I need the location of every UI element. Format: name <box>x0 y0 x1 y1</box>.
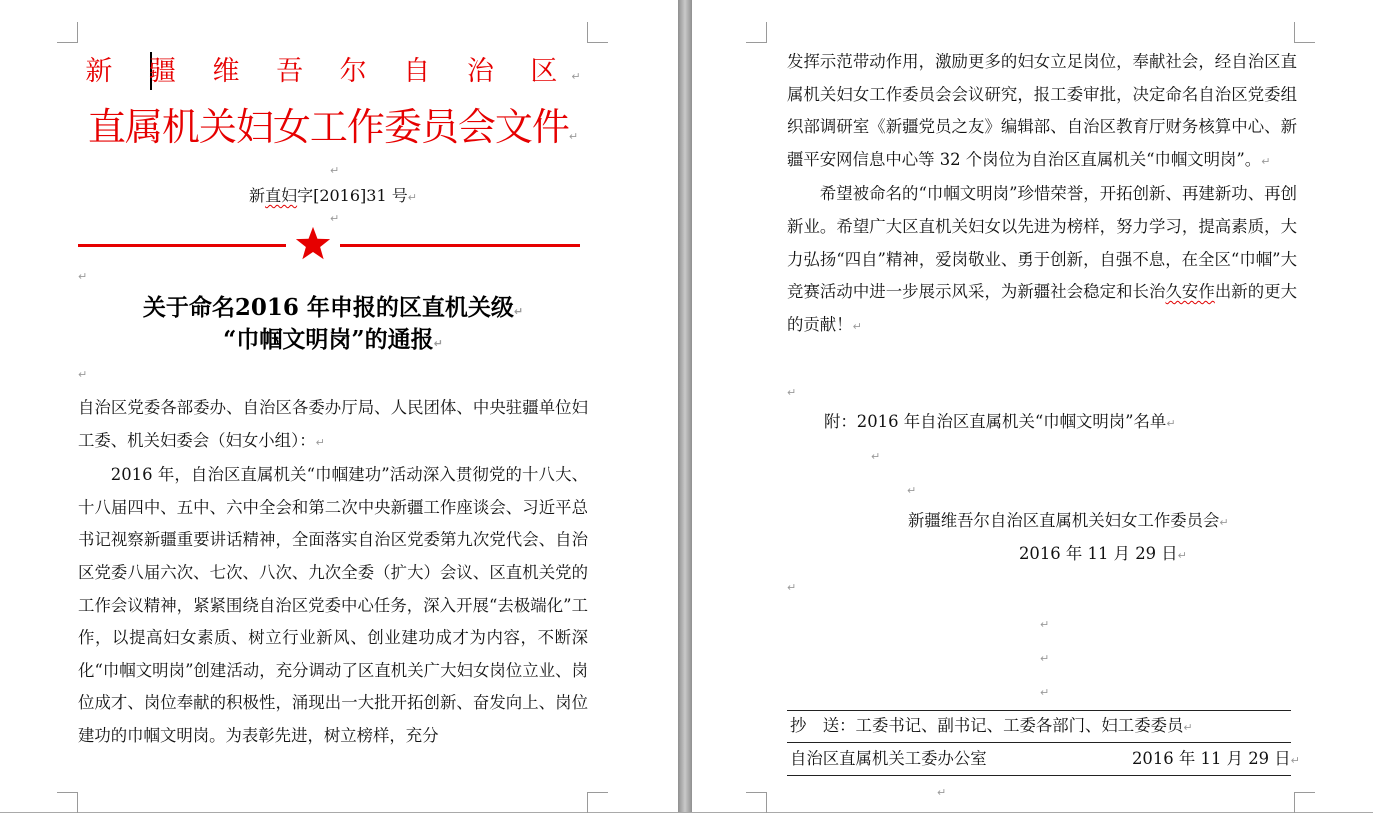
header-region-name: 新 疆 维 吾 尔 自 治 区↵ <box>85 56 581 87</box>
cc-top-rule <box>787 710 1291 711</box>
notice-title-line2: “巾帼文明岗”的通报↵ <box>223 326 443 353</box>
signature-organization: 新疆维吾尔自治区直属机关妇女工作委员会↵ <box>908 511 1229 530</box>
paragraph-mark: ↵ <box>907 484 917 497</box>
paragraph-mark: ↵ <box>571 70 581 83</box>
paragraph-mark: ↵ <box>1040 618 1050 631</box>
crop-mark-bottom-left <box>57 792 78 813</box>
star-icon <box>294 225 332 263</box>
issuer-office: 自治区直属机关工委办公室 <box>790 749 987 768</box>
salutation: 自治区党委各部委办、自治区各委办厅局、人民团体、中央驻疆单位妇工委、机关妇委会（妇女小组）：↵ <box>78 398 588 450</box>
crop-mark-top-right <box>587 22 608 43</box>
document-number: 新直妇字[2016]31 号↵ <box>249 186 417 205</box>
paragraph-mark: ↵ <box>78 368 88 381</box>
left-body-text[interactable] <box>78 392 588 753</box>
paragraph-mark: ↵ <box>937 786 947 799</box>
crop-mark-top-right <box>1294 22 1315 43</box>
paragraph-mark: ↵ <box>330 212 340 225</box>
body-paragraph-continued: 发挥示范带动作用，激励更多的妇女立足岗位，奉献社会，经自治区直属机关妇女工作委员会会议研究，报工委审批，决定命名自治区党委组织部调研室《新疆党员之友》编辑部、自治区教育厅财务核算中心、新疆平安网信息中心等 32 个岗位为自治区直属机关“巾帼文明岗”。↵ <box>787 52 1297 169</box>
issue-date: 2016 年 11 月 29 日↵ <box>1132 749 1300 768</box>
paragraph-mark: ↵ <box>1040 652 1050 665</box>
crop-mark-bottom-left <box>746 792 767 813</box>
crop-mark-top-left <box>57 22 78 43</box>
signature-date: 2016 年 11 月 29 日↵ <box>1019 544 1187 563</box>
paragraph-mark: ↵ <box>871 450 881 463</box>
paragraph-mark: ↵ <box>330 164 340 177</box>
cc-line: 抄 送：工委书记、副书记、工委各部门、妇工委委员↵ <box>790 716 1193 735</box>
page-gutter <box>678 0 692 812</box>
header-document-title: 直属机关妇女工作委员会文件↵ <box>87 105 579 149</box>
crop-mark-bottom-right <box>1294 792 1315 813</box>
red-divider-left <box>78 244 286 247</box>
paragraph-mark: ↵ <box>568 130 579 143</box>
crop-mark-top-left <box>746 22 767 43</box>
body-paragraph-1: 2016 年，自治区直属机关“巾帼建功”活动深入贯彻党的十八大、十八届四中、五中、六中全会和第二次中央新疆工作座谈会、习近平总书记视察新疆重要讲话精神，全面落实自治区党委第九次党代会、自治区党委八届六次、七次、八次、九次全委（扩大）会议、区直机关党的工作会议精神，紧紧围绕自治区党委中心任务，深入开展“去极端化”工作，以提高妇女素质、树立行业新风、创业建功成才为内容，不断深化“巾帼文明岗”创建活动，充分调动了区直机关广大妇女岗位立业、岗位成才、岗位奉献的积极性，涌现出一大批开拓创新、奋发向上、岗位建功的巾帼文明岗。为表彰先进，树立榜样，充分 <box>78 465 588 745</box>
cc-middle-rule <box>787 742 1291 743</box>
paragraph-mark: ↵ <box>787 581 797 594</box>
document-page-left[interactable] <box>0 0 678 812</box>
paragraph-mark: ↵ <box>787 386 797 399</box>
cc-bottom-rule <box>787 775 1291 776</box>
right-body-text[interactable] <box>787 46 1297 343</box>
red-divider-right <box>340 244 580 247</box>
body-paragraph-2: 希望被命名的“巾帼文明岗”珍惜荣誉，开拓创新、再建新功、再创新业。希望广大区直机关妇女以先进为榜样，努力学习，提高素质，大力弘扬“四自”精神，爱岗敬业、勇于创新，自强不息，在全区“巾帼”大竞赛活动中进一步展示风采，为新疆社会稳定和长治久安作出新的更大的贡献！↵ <box>787 184 1298 334</box>
paragraph-mark: ↵ <box>78 270 88 283</box>
notice-title-line1: 关于命名2016 年申报的区直机关级↵ <box>142 294 524 321</box>
attachment-note: 附：2016 年自治区直属机关“巾帼文明岗”名单↵ <box>824 412 1176 431</box>
paragraph-mark: ↵ <box>1040 686 1050 699</box>
crop-mark-bottom-right <box>587 792 608 813</box>
